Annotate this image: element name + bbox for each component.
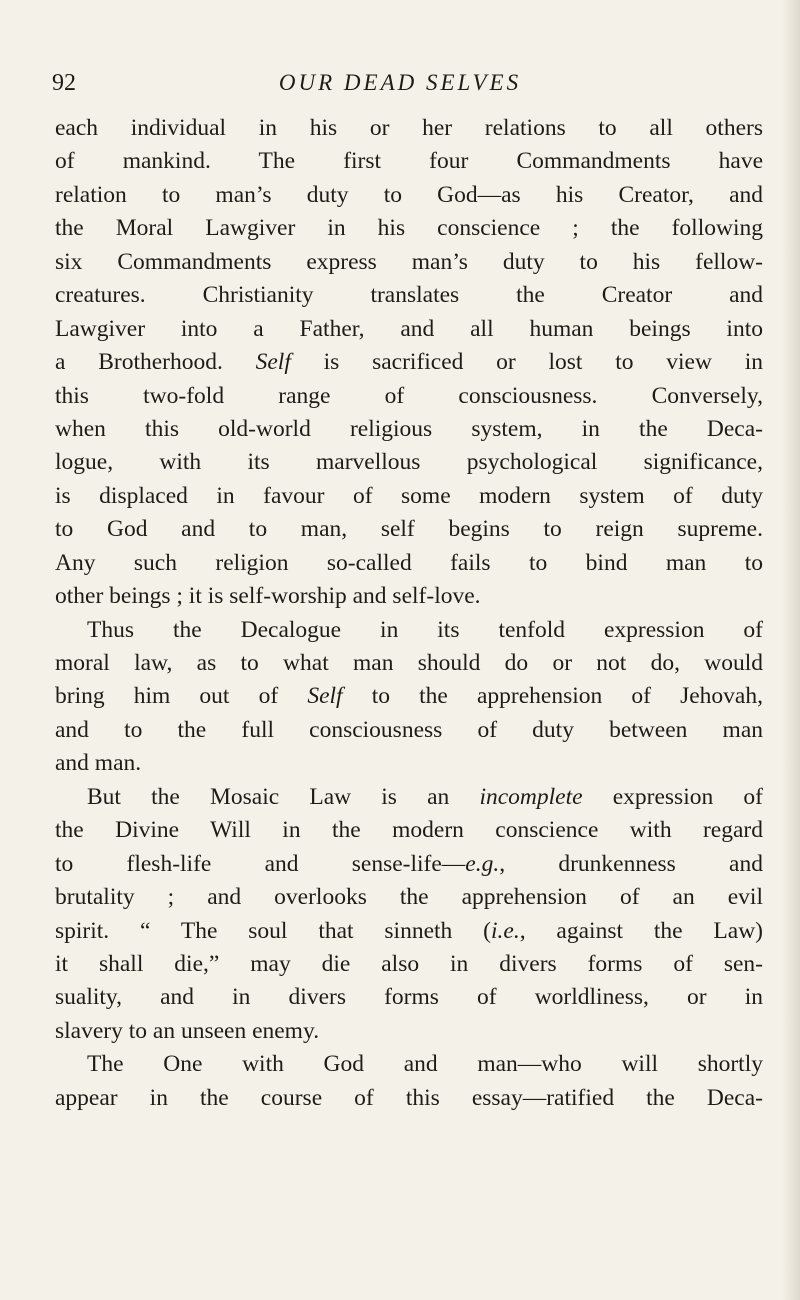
text-segment: spirit. “ The soul that sinneth ( — [55, 917, 491, 944]
text-line — [55, 948, 763, 981]
text-segment: the Moral Lawgiver in his conscience ; the following — [55, 215, 763, 242]
text-segment: is displaced in favour of some modern system of duty — [55, 482, 763, 509]
text-line — [55, 614, 763, 647]
text-line — [55, 1015, 763, 1048]
text-line — [55, 480, 763, 513]
text-segment: it shall die,” may die also in divers forms of sen- — [55, 950, 763, 977]
text-segment: is sacrificed or lost to view in — [290, 349, 763, 376]
text-line — [55, 848, 763, 881]
text-line — [55, 781, 763, 814]
text-segment: when this old-world religious system, in the Deca- — [55, 415, 763, 442]
text-segment: a Brotherhood. — [55, 349, 256, 376]
text-line — [55, 413, 763, 446]
text-line — [55, 1082, 763, 1115]
text-line — [55, 179, 763, 212]
text-line — [55, 145, 763, 178]
body-text — [55, 112, 763, 1115]
italic-text-segment: i.e. — [490, 917, 520, 944]
text-line — [55, 814, 763, 847]
text-line — [55, 747, 763, 780]
text-line — [55, 446, 763, 479]
italic-text-segment: e.g. — [465, 850, 500, 877]
text-segment: to God and to man, self begins to reign supreme. — [55, 516, 763, 543]
text-line — [55, 513, 763, 546]
text-segment: other beings ; it is self-worship and self-love. — [55, 583, 481, 610]
page-number: 92 — [52, 70, 76, 96]
text-segment: the Divine Will in the modern conscience with regard — [55, 817, 763, 844]
text-segment: and to the full consciousness of duty between man — [55, 716, 763, 743]
text-line — [55, 881, 763, 914]
text-line — [55, 647, 763, 680]
page-header — [0, 68, 800, 102]
text-line — [55, 279, 763, 312]
text-line — [55, 547, 763, 580]
text-segment: each individual in his or her relations to all others — [55, 115, 763, 141]
text-segment: bring him out of — [55, 683, 308, 710]
text-line — [55, 380, 763, 413]
text-line — [55, 246, 763, 279]
text-segment: moral law, as to what man should do or not do, would — [55, 650, 763, 676]
text-line — [55, 1048, 763, 1081]
text-segment: The One with God and man—who will shortly — [87, 1051, 763, 1078]
page-edge-shadow — [782, 0, 800, 1300]
running-title: OUR DEAD SELVES — [278, 70, 522, 95]
text-segment: Any such religion so-called fails to bind man to — [55, 549, 763, 576]
text-segment: appear in the course of this essay—ratified the Deca- — [55, 1084, 763, 1111]
text-segment: and man. — [55, 750, 142, 777]
text-segment: , drunkenness and — [499, 850, 763, 877]
text-segment: , against the Law) — [519, 917, 763, 944]
text-segment: to flesh-life and sense-life— — [55, 850, 466, 877]
text-segment: But the Mosaic Law is an — [87, 783, 480, 810]
text-segment: relation to man’s duty to God—as his Creator, and — [55, 181, 763, 208]
text-line — [55, 714, 763, 747]
text-line — [55, 981, 763, 1014]
text-segment: creatures. Christianity translates the Creator and — [55, 282, 763, 309]
italic-text-segment: Self — [307, 683, 343, 710]
text-segment: Thus the Decalogue in its tenfold expression of — [87, 616, 763, 643]
text-segment: Lawgiver into a Father, and all human beings into — [55, 315, 763, 342]
text-segment: expression of — [582, 783, 763, 810]
text-line — [55, 313, 763, 346]
text-segment: this two-fold range of consciousness. Conversely, — [55, 382, 763, 409]
text-segment: of mankind. The first four Commandments have — [55, 148, 763, 175]
text-segment: six Commandments express man’s duty to his fellow- — [55, 248, 763, 275]
text-line — [55, 346, 763, 379]
text-line — [55, 915, 763, 948]
text-segment: slavery to an unseen enemy. — [55, 1017, 320, 1044]
text-segment: suality, and in divers forms of worldliness, or in — [55, 984, 763, 1011]
text-line — [55, 680, 763, 713]
text-line — [55, 112, 763, 145]
italic-text-segment: incomplete — [479, 783, 583, 810]
text-line — [55, 212, 763, 245]
italic-text-segment: Self — [255, 349, 291, 376]
text-segment: to the apprehension of Jehovah, — [342, 683, 763, 710]
text-segment: logue, with its marvellous psychological significance, — [55, 449, 763, 476]
text-line — [55, 580, 763, 613]
text-segment: brutality ; and overlooks the apprehension of an evil — [55, 884, 763, 911]
